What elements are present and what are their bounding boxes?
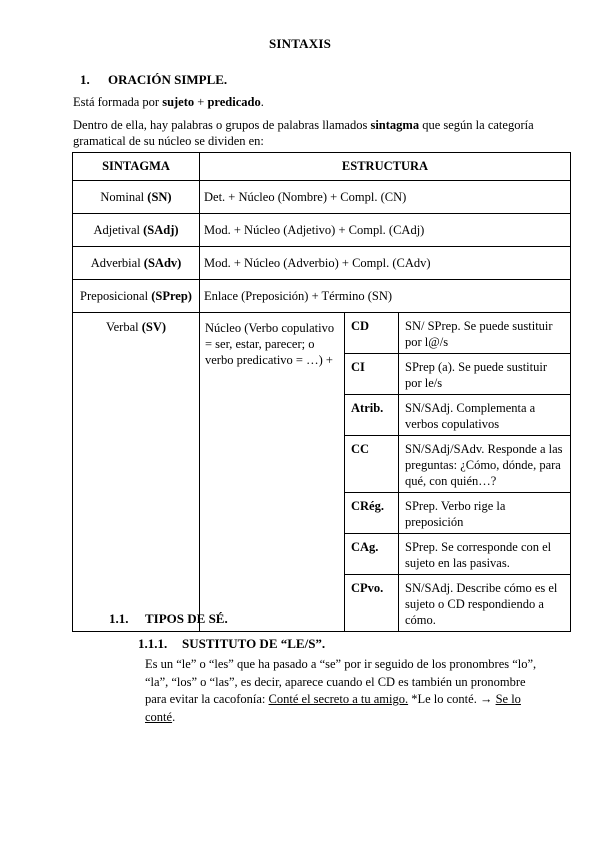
sintagma-name: Adverbial [90,255,144,270]
intro-paragraph [73,95,264,110]
complement-desc: SPrep. Verbo rige la preposición [399,493,571,534]
intro-bold-subject: sujeto [162,95,195,109]
complement-key: CD [345,313,399,354]
structure-cell: Mod. + Núcleo (Adjetivo) + Compl. (CAdj) [200,214,571,247]
sintagma-abbr: (SAdj) [143,222,179,237]
section-1-1-heading [109,611,228,627]
document-title: SINTAXIS [268,36,332,51]
sintagma-name: Preposicional [80,288,152,303]
sintagma-name: Adjetival [93,222,144,237]
complement-desc: SN/SAdj. Describe cómo es el sujeto o CD respondiendo a cómo. [399,575,571,632]
sintagma-name: Verbal [105,320,142,334]
section-number: 1.1.1. [138,636,168,651]
sintagma-abbr: (SN) [147,189,172,204]
intro-bold-predicate: predicado [207,95,261,109]
example-correct: Se lo conté [145,692,521,724]
definition-bold: sintagma [370,118,420,132]
complement-key: CPvo. [345,575,399,632]
complement-desc: SN/SAdj/SAdv. Responde a las preguntas: ¿Cómo, dónde, para qué, con quién…? [399,436,571,493]
section-title: TIPOS DE SÉ. [145,611,228,626]
sintagma-abbr: (SV) [141,320,167,334]
header-sintagma: SINTAGMA [73,153,200,181]
complement-key: CI [345,354,399,395]
complement-key: Atrib. [345,395,399,436]
paragraph-end: . [172,709,176,724]
complement-desc: SN/SAdj. Complementa a verbos copulativos [399,395,571,436]
intro-text: + [194,95,208,109]
table-row-verbal [73,313,571,354]
complement-desc: SPrep. Se corresponde con el sujeto en las pasivas. [399,534,571,575]
arrow-icon: → [476,692,496,706]
sintagma-abbr: (SAdv) [143,255,182,270]
header-estructura: ESTRUCTURA [200,153,571,181]
complement-desc: SN/ SPrep. Se puede sustituir por l@/s [399,313,571,354]
complement-desc: SPrep (a). Se puede sustituir por le/s [399,354,571,395]
section-title: ORACIÓN SIMPLE. [108,72,228,87]
structure-cell: Enlace (Preposición) + Término (SN) [200,280,571,313]
structure-cell: Det. + Núcleo (Nombre) + Compl. (CN) [200,181,571,214]
sintagma-cell [73,181,200,214]
section-title: SUSTITUTO DE “LE/S”. [182,636,326,651]
sintagma-abbr: (SPrep) [151,288,192,303]
definition-text: que según la categoría gramatical de su núcleo se dividen en: [73,118,534,148]
intro-text: Está formada por [73,95,163,109]
example-sentence: Conté el secreto a tu amigo. [268,692,409,706]
table-header-row [73,153,571,181]
se-explanation-paragraph [145,656,545,726]
section-1-1-1-heading [138,636,325,652]
table-row [73,181,571,214]
sintagma-name: Nominal [100,189,148,204]
paragraph-text: Es un “le” o “les” que ha pasado a “se” por ir seguido de los pronombres “lo”, “la”, “los” o “las”, es decir, aparece cuando el CD es también un pronombre para evitar la cacofonía: [145,657,537,706]
sintagma-cell [73,280,200,313]
table-row [73,280,571,313]
sintagma-cell [73,214,200,247]
table-row [73,247,571,280]
section-number: 1.1. [109,611,129,626]
table-row [73,214,571,247]
section-number: 1. [80,72,90,87]
verbal-nucleus-cell: Núcleo (Verbo copulativo = ser, estar, parecer; o verbo predicativo = …) + [200,313,345,632]
example-incorrect: *Le lo conté. [408,692,477,706]
structure-cell: Mod. + Núcleo (Adverbio) + Compl. (CAdv) [200,247,571,280]
definition-text: Dentro de ella, hay palabras o grupos de palabras llamados [73,118,371,132]
sintagma-cell-verbal [73,313,200,632]
complement-key: CRég. [345,493,399,534]
syntax-table [72,152,571,632]
definition-paragraph [73,117,543,149]
complement-key: CAg. [345,534,399,575]
complement-key: CC [345,436,399,493]
intro-text: . [260,95,264,109]
section-1-heading [80,72,227,88]
sintagma-cell [73,247,200,280]
